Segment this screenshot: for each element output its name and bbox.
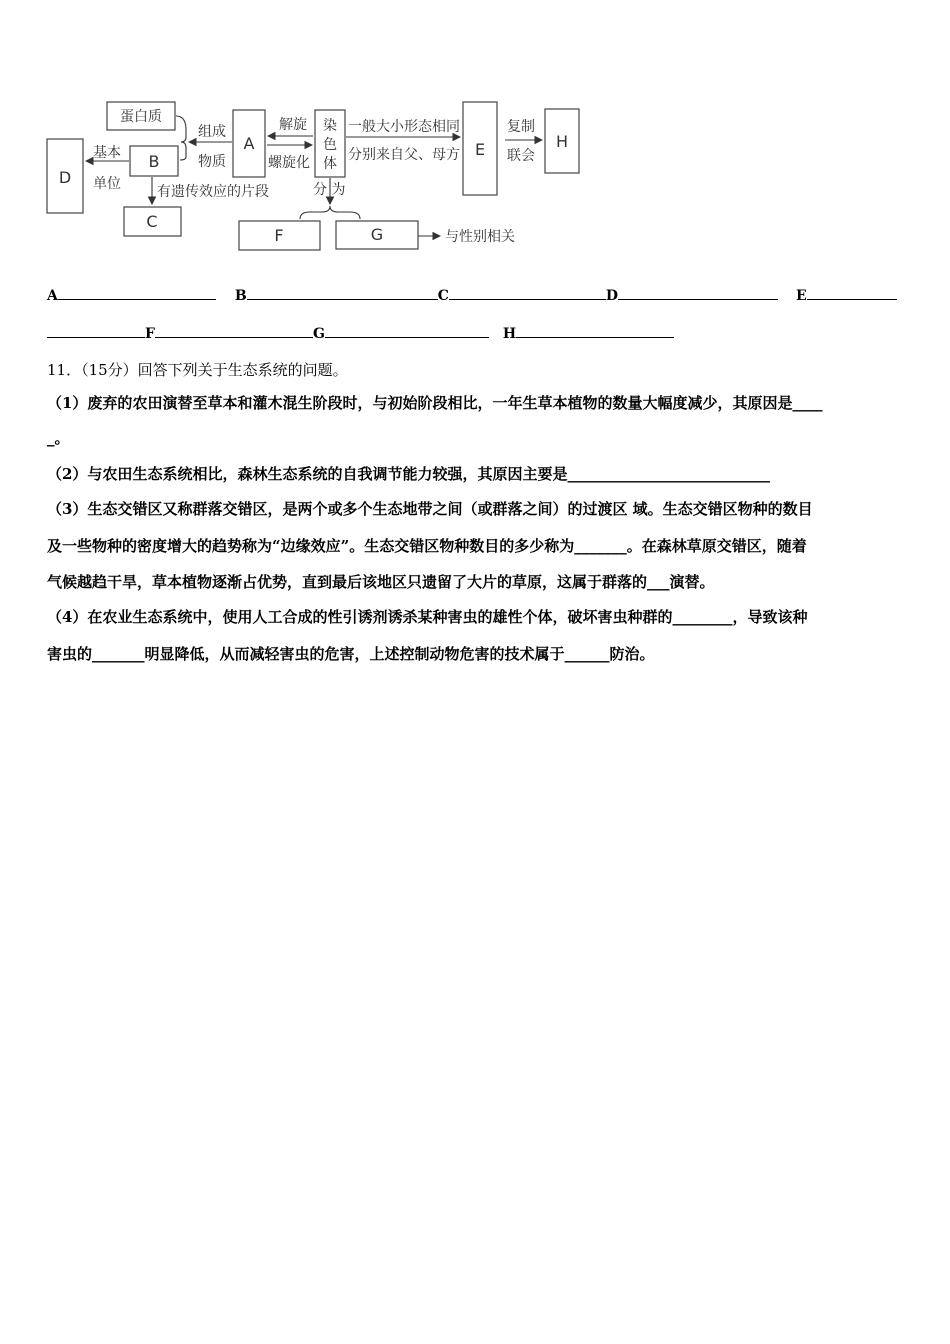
q11-part3-line3: 气候越趋干旱，草本植物逐渐占优势，直到最后该地区只遗留了大片的草原，这属于群落的___演替。 xyxy=(47,573,715,591)
answer-blank-C[interactable] xyxy=(449,287,606,300)
node-F-label: F xyxy=(274,226,284,245)
chromosome-char-3: 体 xyxy=(323,156,337,172)
q11-part3-line1: （3）生态交错区又称群落交错区，是两个或多个生态地带之间（或群落之间）的过渡区 域。生态交错区物种的数目 xyxy=(47,500,813,518)
node-G-label: G xyxy=(370,225,384,244)
sex-related-label: 与性别相关 xyxy=(445,229,515,245)
q11-part4-line1: （4）在农业生态系统中，使用人工合成的性引诱剂诱杀某种害虫的雄性个体，破坏害虫种群的________，导致该种 xyxy=(47,608,808,626)
unit-label: 单位 xyxy=(93,176,121,192)
genetic-segment-label: 有遗传效应的片段 xyxy=(157,184,269,200)
answer-label-A: A xyxy=(47,288,58,304)
q11-part2: （2）与农田生态系统相比，森林生态系统的自我调节能力较强，其原因主要是___________________________ xyxy=(47,465,770,483)
unwind-label: 解旋 xyxy=(279,117,307,133)
answer-blank-H[interactable] xyxy=(516,325,674,338)
node-H-label: H xyxy=(555,132,569,151)
substance-label: 物质 xyxy=(198,154,226,170)
protein-label: 蛋白质 xyxy=(120,109,162,125)
node-E-label: E xyxy=(474,140,486,159)
from-parents-label: 分别来自父、母方 xyxy=(348,147,460,163)
chromosome-char-1: 染 xyxy=(323,118,337,134)
answer-label-C: C xyxy=(437,288,449,304)
q11-part1-line1: （1）废弃的农田演替至草本和灌木混生阶段时，与初始阶段相比，一年生草本植物的数量大幅度减少，其原因是____ xyxy=(47,394,823,412)
divide-brace xyxy=(300,206,360,219)
q11-part1-line2: _。 xyxy=(47,429,70,447)
same-shape-label: 一般大小形态相同 xyxy=(348,119,460,135)
answer-label-D: D xyxy=(605,288,619,304)
spiral-label: 螺旋化 xyxy=(268,155,310,171)
answer-label-B: B xyxy=(234,288,247,304)
answer-blank-A[interactable] xyxy=(58,287,216,300)
answer-blank-D[interactable] xyxy=(618,287,778,300)
synapsis-label: 联会 xyxy=(507,148,535,164)
answer-blank-F[interactable] xyxy=(155,325,313,338)
chromosome-char-2: 色 xyxy=(323,137,337,153)
answer-label-H: H xyxy=(502,326,517,342)
compose-label: 组成 xyxy=(198,124,226,140)
concept-diagram xyxy=(0,0,950,265)
divided-label: 分 为 xyxy=(313,182,346,198)
node-A-label: A xyxy=(243,134,255,153)
node-B-label: B xyxy=(148,152,160,171)
answer-label-E: E xyxy=(796,288,807,304)
q11-header: 11．（15分）回答下列关于生态系统的问题。 xyxy=(47,361,348,379)
answer-label-G: G xyxy=(312,326,325,342)
node-C-label: C xyxy=(146,212,158,231)
node-D-label: D xyxy=(58,168,72,187)
answer-line-1 xyxy=(47,287,897,304)
basic-label: 基本 xyxy=(93,145,121,161)
answer-label-F: F xyxy=(145,326,155,342)
copy-label: 复制 xyxy=(507,119,535,135)
q11-part4-line2: 害虫的_______明显降低，从而减轻害虫的危害，上述控制动物危害的技术属于______防治。 xyxy=(47,645,655,663)
answer-line-2 xyxy=(47,325,674,342)
q11-part3-line2: 及一些物种的密度增大的趋势称为“边缘效应”。生态交错区物种数目的多少称为_______。在森林草原交错区，随着 xyxy=(47,537,807,555)
answer-blank-E-cont[interactable] xyxy=(47,325,145,338)
answer-blank-G[interactable] xyxy=(325,325,489,338)
answer-blank-B[interactable] xyxy=(247,287,438,300)
answer-blank-E[interactable] xyxy=(807,287,897,300)
